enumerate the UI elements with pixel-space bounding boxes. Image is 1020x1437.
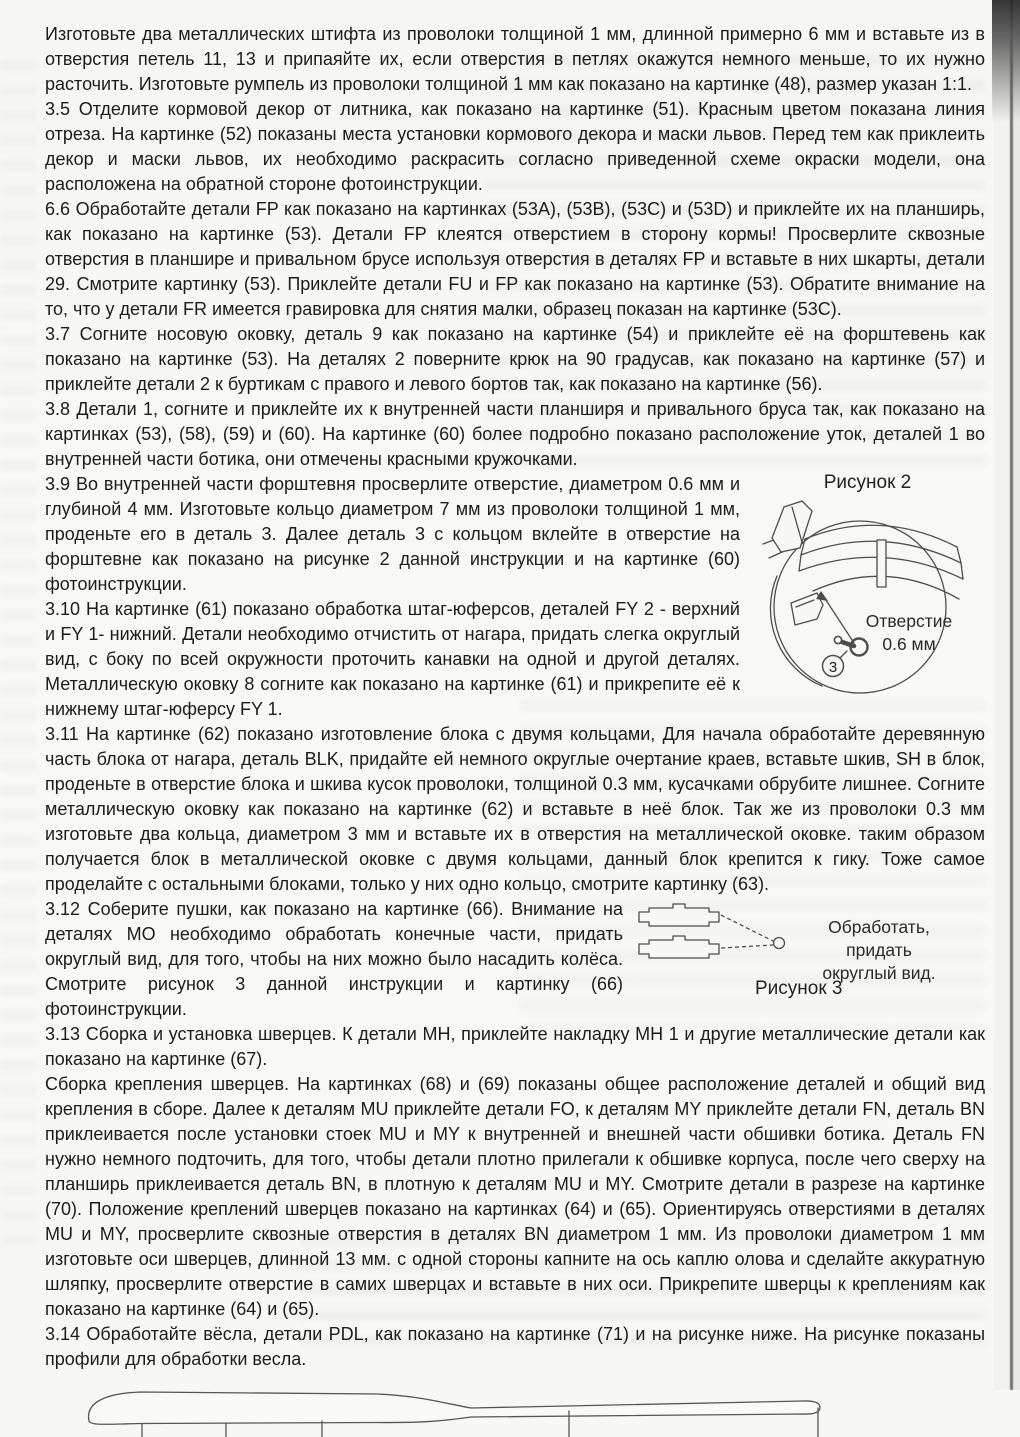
oar-figure xyxy=(45,1380,985,1437)
paragraph-6-6: 6.6 Обработайте детали FP как показано на картинках (53A), (53B), (53C) и (53D) и приклейте их на планширь, как показано на картинке (53). Детали FP клеятся отверстием в сторону кормы! Просверлите сквозные отверстия в планшире и привальном брусе используя отверстия в деталях FP и вставьте в них шкарты, детали 29. Смотрите картинку (53). Приклейте детали FU и FP как показано на картинке (53). Обратите внимание на то, что у детали FR имеется гравировка для снятия малки, образец показан на картинке (53C). xyxy=(45,199,985,319)
figure-3-annotation xyxy=(793,916,965,985)
figure-2-annotation-line1: Отверстие xyxy=(865,611,953,631)
figure-2-title: Рисунок 2 xyxy=(823,472,912,493)
paragraph-3-13b: Сборка крепления шверцев. На картинках (68) и (69) показаны общее расположение деталей и общий вид крепления в сборе. Далее к деталям MU приклейте детали FO, к деталям MY приклейте детали FN, деталь BN приклеивается после установки стоек MU и MY к внутренней и внешней части обшивки ботика. Деталь FN нужно немного подточить, для того, чтобы детали плотно прилегали к обшивке корпуса, после чего сверху на планширь приклеивается деталь BN, в плотную к деталям MU и MY. Смотрите детали в разрезе на картинке (70). Положение креплений шверцев показано на картинках (64) и (65). Ориентируясь отверстиями в деталях MU и MY, просверлите сквозные отверстия в деталях BN диаметром 1 мм. Из проволоки диаметром 1 мм изготовьте оси шверцев, длинной 13 мм. с одной стороны капните на ось каплю олова и сделайте аккуратную шляпку, просверлите отверстие в самих шверцах и вставьте в них оси. Прикрепите шверцы к креплениям как показано на картинке (64) и (65). xyxy=(45,1074,985,1319)
bleedthrough-artifact xyxy=(0,60,36,1255)
figure-3-title: Рисунок 3 xyxy=(755,978,843,999)
figure-2-part-number: 3 xyxy=(828,659,838,676)
instruction-text-column xyxy=(45,22,985,1437)
paragraph-3-7: 3.7 Согните носовую оковку, деталь 9 как показано на картинке (54) и приклейте её на форштевень как показано на картинке (53). На деталях 2 поверните крюк на 90 градусав, как показано на картинке (57) и приклейте детали 2 к буртикам с правого и левого бортов так, как показано на картинке (56). xyxy=(45,324,985,394)
page-corner-artifact xyxy=(992,0,1020,122)
page-edge-shadow xyxy=(994,0,1011,1390)
boat-bow-drawing xyxy=(760,494,978,694)
page-edge-line xyxy=(1010,0,1013,1390)
figure-3-annotation-line1: Обработать, придать xyxy=(828,917,930,960)
paragraph-3-11: 3.11 На картинке (62) показано изготовление блока с двумя кольцами, Для начала обработайте деревянную часть блока от нагара, деталь BLK, придайте ей немного округлые очертание краев, вставьте шкив, SH в блок, проденьте в отверстие блока и шкива кусок проволоки, толщиной 0.3 мм, кусачками обрубите лишнее. Согните металлическую оковку как показано на картинке (62) и вставьте в неё блок. Так же из проволоки 0.3 мм изготовьте два кольца, диаметром 3 мм и вставьте их в отверстия на металлической оковке. таким образом получается блок в металлической оковке с двумя кольцами, данный блок крепится к гику. Тоже самое проделайте с остальными блоками, только у них одно кольцо, смотрите картинку (63). xyxy=(45,724,985,894)
page-edge-margin xyxy=(1013,0,1020,1390)
figure-2-annotation xyxy=(845,610,973,656)
figure-2-annotation-line2: 0.6 мм xyxy=(882,634,936,654)
figure-2 xyxy=(750,472,985,696)
figure-3 xyxy=(635,900,985,1000)
paragraph-3-12: 3.12 Соберите пушки, как показано на картинке (66). Внимание на деталях MO необходимо обработать конечные части, придать округлый вид, для того, чтобы на них можно было насадить колёса. Смотрите рисунок 3 данной инструкции и картинку (66) фотоинструкции. xyxy=(45,899,623,1019)
paragraph-3-8: 3.8 Детали 1, согните и приклейте их к внутренней части планширя и привального бруса так, как показано на картинках (53), (58), (59) и (60). На картинке (60) более подробно показано расположение уток, деталей 1 во внутренней части ботика, они отмечены красными кружочками. xyxy=(45,399,985,469)
paragraph-3-9: 3.9 Во внутренней части форштевня просверлите отверстие, диаметром 0.6 мм и глубиной 4 мм. Изготовьте кольцо диаметром 7 мм из проволоки толщиной 1 мм, проденьте его в деталь 3. Далее деталь 3 с кольцом вклейте в отверстие на форштевне как показано на рисунке 2 данной инструкции и на картинке (60) фотоинструкции. xyxy=(45,474,740,594)
paragraph-3-14: 3.14 Обработайте вёсла, детали PDL, как показано на картинке (71) и на рисунке ниже. На рисунке показаны профили для обработки весла. xyxy=(45,1324,985,1369)
paragraph-3-5: 3.5 Отделите кормовой декор от литника, как показано на картинке (51). Красным цветом показана линия отреза. На картинке (52) показаны места установки кормового декора и маски львов. Перед тем как приклеить декор и маски львов, их необходимо раскрасить согласно приведенной схеме окраски модели, она расположена на обратной стороне фотоинструкции. xyxy=(45,99,985,194)
paragraph-3-13a: 3.13 Сборка и установка шверцев. К детали MH, приклейте накладку MH 1 и другие металлические детали как показано на картинке (67). xyxy=(45,1024,985,1069)
cannon-profiles-drawing xyxy=(635,902,807,980)
paragraph-3-10: 3.10 На картинке (61) показано обработка штаг-юферсов, деталей FY 2 - верхний и FY 1- нижний. Детали необходимо отчистить от нагара, придать слегка округлый вид, с боку по всей окружности проточить канавки на одной и другой деталях. Металлическую оковку 8 согните как показано на картинке (61) и прикрепите её к нижнему штаг-юферсу FY 1. xyxy=(45,599,740,719)
figure-3-annotation-line2: округлый вид. xyxy=(822,963,936,983)
paragraph-intro: Изготовьте два металлических штифта из проволоки толщиной 1 мм, длинной примерно 6 мм и вставьте из в отверстия петель 11, 13 и припаяйте их, если отверстия в петлях окажутся немного меньше, то их нужно расточить. Изготовьте румпель из проволоки толщиной 1 мм как показано на картинке (48), размер указан 1:1. xyxy=(45,24,985,94)
oar-profile-drawing xyxy=(45,1380,985,1437)
